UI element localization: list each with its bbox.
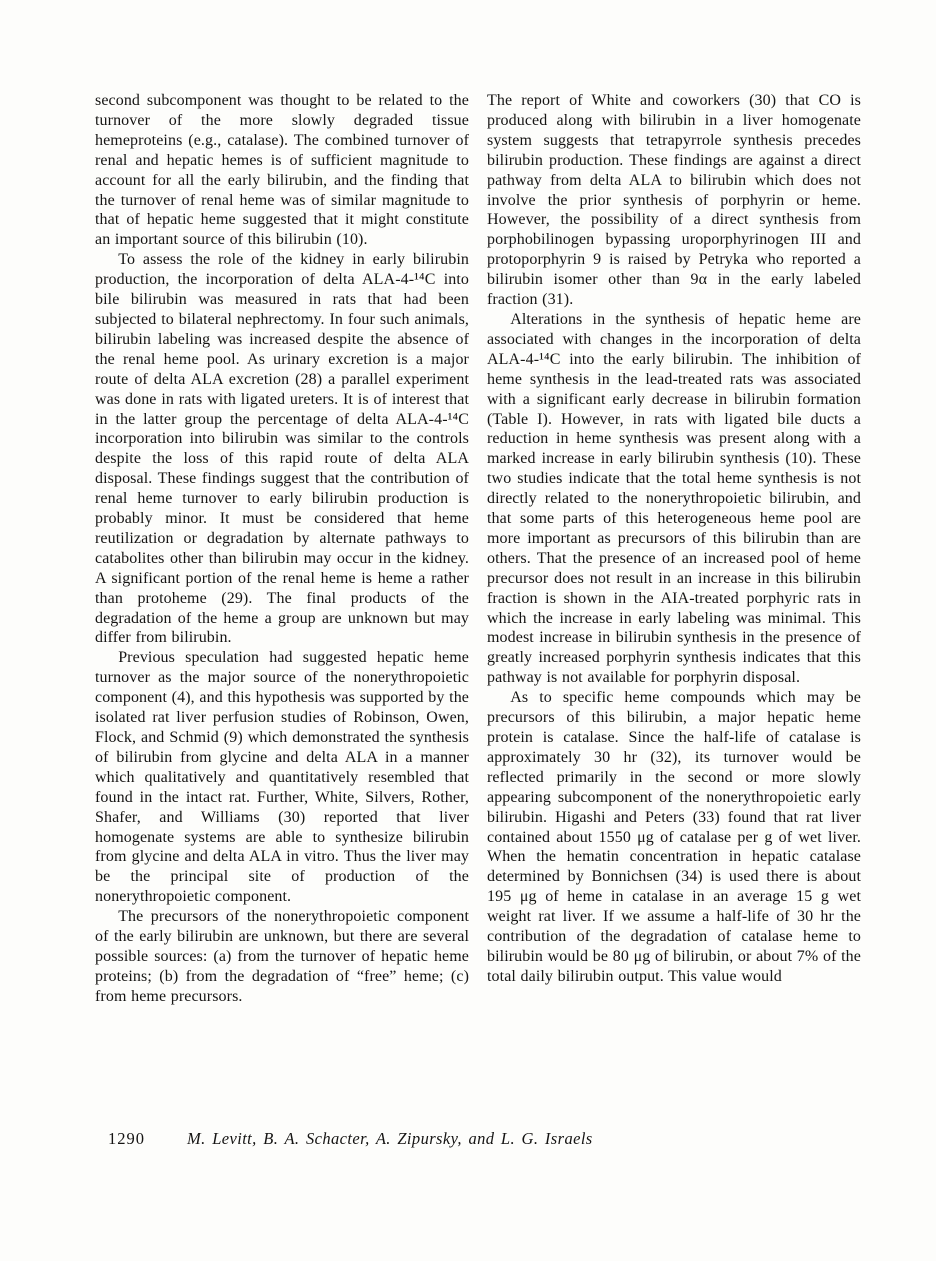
paragraph: Previous speculation had suggested hepatic heme turnover as the major source of the nonerythropoietic component (4), and this hypothesis was supported by the isolated rat liver perfusion studies of Robinson, Owen, Flock, and Schmid (9) which demonstrated the synthesis of bilirubin from glycine and delta ALA in a manner which qualitatively and quantitatively resembled that found in the intact rat. Further, White, Silvers, Rother, Shafer, and Williams (30) reported that liver homogenate systems are able to synthesize bilirubin from glycine and delta ALA in vitro. Thus the liver may be the principal site of production of the nonerythropoietic component. xyxy=(95,649,469,906)
paragraph: To assess the role of the kidney in early bilirubin production, the incorporation of delta ALA-4-¹⁴C into bile bilirubin was measured in rats that had been subjected to bilateral nephrectomy. In four such animals, bilirubin labeling was increased despite the absence of the renal heme pool. As urinary excretion is a major route of delta ALA excretion (28) a parallel experiment was done in rats with ligated ureters. It is of interest that in the latter group the percentage of delta ALA-4-¹⁴C incorporation into bilirubin was similar to the controls despite the loss of this rapid route of delta ALA disposal. These findings suggest that the contribution of renal heme turnover to early bilirubin production is probably minor. It must be considered that heme reutilization or degradation by alternate pathways to catabolites other than bilirubin may occur in the kidney. A significant portion of the renal heme is heme a rather than protoheme (29). The final products of the degradation of the heme a group are unknown but may differ from bilirubin. xyxy=(95,251,469,647)
paragraph: As to specific heme compounds which may be precursors of this bilirubin, a major hepatic heme protein is catalase. Since the half-life of catalase is approximately 30 hr (32), its turnover would be reflected primarily in the second or more slowly appearing subcomponent of the nonerythropoietic early bilirubin. Higashi and Peters (33) found that rat liver contained about 1550 μg of catalase per g of wet liver. When the hematin concentration in hepatic catalase determined by Bonnichsen (34) is used there is about 195 μg of heme in catalase in an average 15 g wet weight rat liver. If we assume a half-life of 30 hr the contribution of the degradation of catalase heme to bilirubin would be 80 μg of bilirubin, or about 7% of the total daily bilirubin output. This value would xyxy=(487,689,861,985)
right-column xyxy=(487,91,861,1007)
paragraph: Alterations in the synthesis of hepatic heme are associated with changes in the incorporation of delta ALA-4-¹⁴C into the early bilirubin. The inhibition of heme synthesis in the lead-treated rats was associated with a significant early decrease in bilirubin formation (Table I). However, in rats with ligated bile ducts a reduction in heme synthesis was present along with a marked increase in early bilirubin synthesis (10). These two studies indicate that the total heme synthesis is not directly related to the nonerythropoietic bilirubin, and that some parts of this heterogeneous heme pool are more important as precursors of this bilirubin than are others. That the presence of an increased pool of heme precursor does not result in an increase in this bilirubin fraction is shown in the AIA-treated porphyric rats in which the increase in early labeling was minimal. This modest increase in bilirubin synthesis in the presence of greatly increased porphyrin synthesis indicates that this pathway is not available for porphyrin disposal. xyxy=(487,310,861,687)
page-footer xyxy=(108,1129,593,1149)
paragraph: The precursors of the nonerythropoietic component of the early bilirubin are unknown, but there are several possible sources: (a) from the turnover of hepatic heme proteins; (b) from the degradation of “free” heme; (c) from heme precursors. xyxy=(95,908,469,1005)
paragraph: second subcomponent was thought to be related to the turnover of the more slowly degraded tissue hemeproteins (e.g., catalase). The combined turnover of renal and hepatic hemes is of sufficient magnitude to account for all the early bilirubin, and the finding that the turnover of renal heme was of similar magnitude to that of hepatic heme suggested that it might constitute an important source of this bilirubin (10). xyxy=(95,92,469,249)
left-column xyxy=(95,91,469,1007)
page-body xyxy=(95,91,861,1007)
page-number: 1290 xyxy=(108,1129,145,1148)
paragraph: The report of White and coworkers (30) that CO is produced along with bilirubin in a liver homogenate system suggests that tetrapyrrole synthesis precedes bilirubin production. These findings are against a direct pathway from delta ALA to bilirubin which does not involve the prior synthesis of porphyrin or heme. However, the possibility of a direct synthesis from porphobilinogen bypassing uroporphyrinogen III and protoporphyrin 9 is raised by Petryka who reported a bilirubin isomer other than 9α in the early labeled fraction (31). xyxy=(487,92,861,309)
running-authors: M. Levitt, B. A. Schacter, A. Zipursky, and L. G. Israels xyxy=(187,1129,593,1148)
